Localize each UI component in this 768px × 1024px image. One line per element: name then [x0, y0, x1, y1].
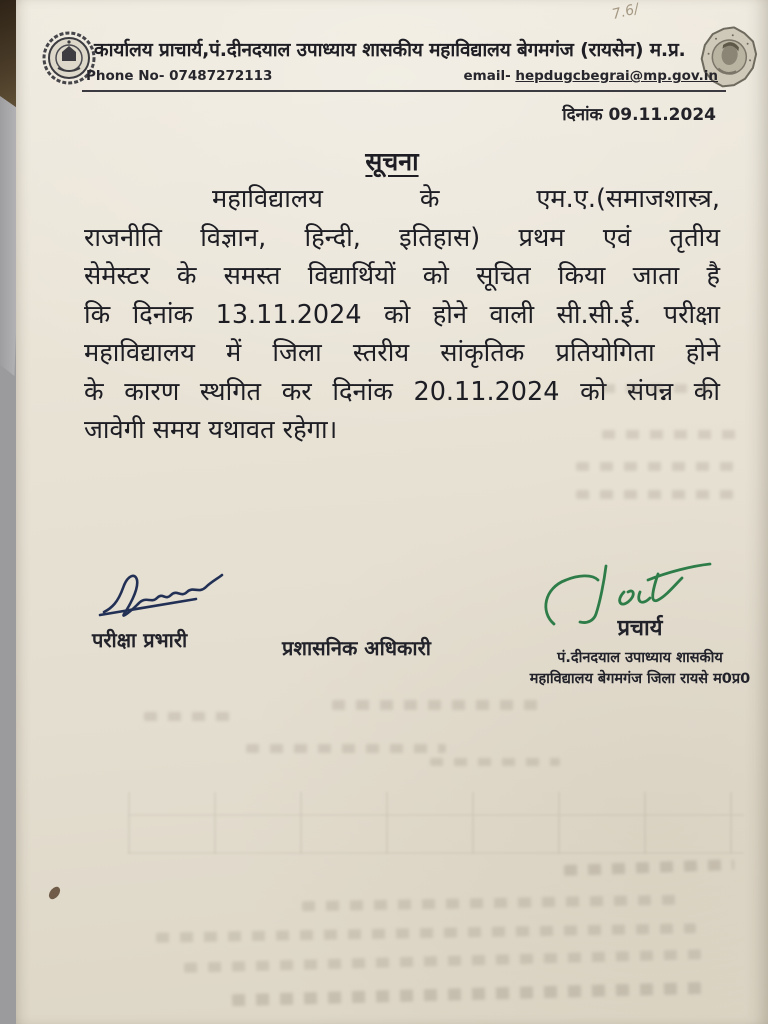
- bleed-through-ghost: [430, 758, 560, 766]
- bleed-through-ghost: [232, 982, 712, 1007]
- notice-document: [16, 0, 768, 1024]
- bleed-through-ghost: [302, 895, 682, 912]
- email-line: [463, 68, 718, 84]
- body-line: महाविद्यालय में जिला स्तरीय सांकृतिक प्रतियोगिता होने: [84, 338, 720, 368]
- bleed-through-ghost: [602, 384, 722, 393]
- bleed-through-ghost: [144, 712, 234, 721]
- principal-line1: पं.दीनदयाल उपाध्याय शासकीय: [557, 650, 723, 666]
- bleed-through-table: [128, 792, 744, 854]
- header-divider: [82, 90, 726, 92]
- email-address: hepdugcbegrai@mp.gov.in: [515, 68, 718, 84]
- body-line: राजनीति विज्ञान, हिन्दी, इतिहास) प्रथम एवं तृतीय: [84, 222, 720, 253]
- bleed-through-ghost: [602, 430, 742, 439]
- body-line: सेमेस्टर के समस्त विद्यार्थियों को सूचित किया जाता है: [84, 261, 720, 291]
- paper-speck: [47, 885, 63, 902]
- notice-body: [84, 180, 720, 450]
- bleed-through-ghost: [246, 744, 446, 753]
- body-line: महाविद्यालय के एम.ए.(समाजशास्त्र,: [212, 184, 720, 214]
- admin-officer-label: प्रशासनिक अधिकारी: [282, 636, 431, 660]
- principal-signature-block: [516, 612, 764, 690]
- office-title-line: कार्यालय प्राचार्य,पं.दीनदयाल उपाध्याय शासकीय महाविद्यालय बेगमगंज (रायसेन) म.प्र.: [94, 39, 686, 61]
- phone-number: Phone No- 07487272113: [86, 68, 273, 84]
- body-line: कि दिनांक 13.11.2024 को होने वाली सी.सी.ई. परीक्षा: [84, 299, 720, 330]
- notice-title: सूचना: [365, 147, 419, 176]
- bleed-through-ghost: [564, 859, 734, 876]
- exam-incharge-label: परीक्षा प्रभारी: [92, 628, 188, 652]
- bleed-through-ghost: [576, 462, 741, 471]
- bleed-through-ghost: [156, 923, 696, 942]
- body-line: के कारण स्थगित कर दिनांक 20.11.2024 को संपन्न की: [84, 376, 720, 407]
- bleed-through-ghost: [576, 490, 741, 499]
- exam-incharge-signature-icon: [98, 568, 240, 630]
- date-line: दिनांक 09.11.2024: [562, 105, 716, 125]
- bleed-through-ghost: [332, 700, 542, 710]
- principal-label: प्रचार्य: [617, 616, 663, 641]
- notice-title-wrap: [16, 144, 768, 178]
- contact-row: [86, 68, 718, 84]
- bleed-through-ghost: [184, 949, 704, 973]
- email-label: email-: [463, 68, 516, 84]
- body-line: जावेगी समय यथावत रहेगा।: [84, 415, 338, 445]
- pencil-annotation: 7.6/: [610, 0, 641, 24]
- principal-line2: महाविद्यालय बेगमगंज जिला रायसे म0प्र0: [529, 671, 751, 687]
